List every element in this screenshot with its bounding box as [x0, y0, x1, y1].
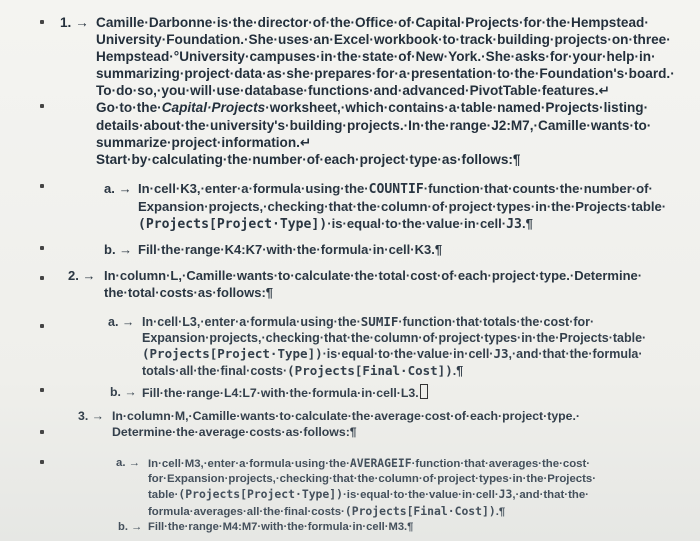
text-run: totals·all·the·final·costs·: [142, 363, 288, 378]
paragraph-line: [138, 180, 666, 198]
function-name: SUMIF: [360, 314, 399, 329]
text-cursor-icon: [420, 384, 428, 399]
margin-bullet: [40, 246, 44, 250]
margin-bullet: [40, 324, 44, 328]
item-number: 1. →: [60, 15, 89, 30]
cell-reference: J3: [498, 487, 513, 502]
margin-bullet: [40, 20, 44, 24]
text-run: ·is·equal·to·the·value·in·cell·: [322, 347, 494, 362]
paragraph-line: [148, 456, 596, 472]
paragraph-line: [148, 487, 596, 503]
text-run: table·: [148, 489, 179, 502]
cell-reference: J3: [506, 217, 522, 232]
paragraph-line: In·column·L,·Camille·wants·to·calculate·the·total·cost·of·each·project·type.·Determine·: [104, 268, 643, 283]
text-run: .¶: [521, 216, 533, 231]
paragraph-line: details·about·the·university's·building·projects.·In·the·range·J2:M7,·Camille·wants·to·: [96, 117, 652, 133]
paragraph-line: University·Foundation.·She·uses·an·Excel·workbook·to·track·building·projects·on·three·: [96, 32, 671, 48]
paragraph-line: [138, 215, 666, 233]
margin-bullet: [40, 184, 44, 188]
function-name: AVERAGEIF: [349, 456, 412, 470]
text-run: In·cell·M3,·enter·a·formula·using·the·: [148, 458, 350, 470]
item-number: a. →: [104, 181, 132, 196]
structured-reference: (Projects[Final·Cost]): [287, 362, 453, 378]
paragraph-line: Expansion·projects,·checking·that·the·column·of·project·types·in·the·Projects·table·: [138, 199, 667, 214]
text-run: formula·averages·all·the·final·costs·: [148, 505, 345, 518]
text-run: In·cell·K3,·enter·a·formula·using·the·: [138, 181, 369, 196]
text-run: ·function·that·averages·the·cost·: [411, 458, 591, 470]
paragraph-line: the·total·costs·as·follows:¶: [104, 284, 274, 300]
paragraph-line: Hempstead·°University·campuses·in·the·state·of·New·York.·She·asks·for·your·help·in·: [96, 49, 656, 65]
text-run: ,·and·that·the·formula·: [508, 347, 643, 362]
text-run: Fill·the·range·L4:L7·with·the·formula·in·cell·L3.: [142, 386, 419, 400]
text-run: .¶: [495, 505, 506, 518]
paragraph-line: In·column·M,·Camille·wants·to·calculate·the·average·cost·of·each·project·type.·: [112, 409, 581, 423]
paragraph-line: [142, 346, 646, 362]
paragraph-line: Start·by·calculating·the·number·of·each·project·type·as·follows:¶: [96, 151, 521, 167]
paragraph-line: Fill·the·range·M4:M7·with·the·formula·in·cell·M3.¶: [148, 521, 414, 533]
margin-bullet: [40, 460, 44, 464]
paragraph-line: summarizing·project·data·as·she·prepares·for·a·presentation·to·the·Foundation's·board.·: [96, 66, 675, 82]
text-run: ·function·that·counts·the·number·of·: [423, 181, 653, 196]
text-run: Go·to·the·: [96, 100, 162, 116]
text-run: In·cell·L3,·enter·a·formula·using·the·: [142, 315, 361, 329]
item-number: a. →: [116, 457, 141, 469]
text-run: ,·and·that·the·: [512, 489, 589, 502]
item-number: 2. →: [68, 268, 96, 283]
text-run: ·is·equal·to·the·value·in·cell·: [327, 216, 507, 231]
structured-reference: (Projects[Project·Type]): [138, 217, 328, 232]
item-number: b. →: [104, 242, 133, 257]
function-name: COUNTIF: [368, 182, 424, 197]
paragraph-line: [142, 363, 646, 379]
paragraph-line: summarize·project·information.↵: [96, 134, 312, 150]
paragraph-line: Expansion·projects,·checking·that·the·column·of·project·types·in·the·Projects·table·: [142, 331, 647, 346]
margin-bullet: [40, 388, 44, 392]
item-number: b. →: [118, 521, 143, 533]
paragraph-line: [96, 99, 675, 116]
structured-reference: (Projects[Project·Type]): [178, 487, 343, 502]
paragraph-line: [142, 384, 428, 401]
margin-bullet: [40, 104, 44, 108]
text-run: ·worksheet,·which·contains·a·table·named·Projects·listing·: [265, 100, 649, 116]
structured-reference: (Projects[Project·Type]): [142, 346, 323, 362]
paragraph-line: [142, 314, 646, 330]
item-number: a. →: [108, 315, 135, 329]
paragraph-line: for·Expansion·projects,·checking·that·the·column·of·project·types·in·the·Projects·: [148, 473, 597, 486]
text-run: ·function·that·totals·the·cost·for·: [398, 315, 595, 329]
cell-reference: J3: [493, 346, 509, 362]
paragraph-line: Fill·the·range·K4:K7·with·the·formula·in·cell·K3.¶: [138, 242, 443, 257]
text-run: .¶: [452, 363, 464, 378]
paragraph-line: To·do·so,·you·will·use·database·functions·and·advanced·PivotTable·features.↵: [96, 83, 610, 99]
paragraph-line: [148, 504, 596, 520]
paragraph-line: Determine·the·average·costs·as·follows:¶: [112, 425, 357, 439]
item-number: b. →: [110, 385, 137, 399]
item-number: 3. →: [78, 409, 104, 423]
margin-bullet: [40, 430, 44, 434]
worksheet-name: Capital·Projects: [161, 100, 266, 116]
margin-bullet: [40, 276, 44, 280]
text-run: ·is·equal·to·the·value·in·cell·: [342, 489, 499, 502]
structured-reference: (Projects[Final·Cost]): [344, 503, 496, 518]
paragraph-line: Camille·Darbonne·is·the·director·of·the·Office·of·Capital·Projects·for·the·Hempstead·: [96, 15, 649, 30]
